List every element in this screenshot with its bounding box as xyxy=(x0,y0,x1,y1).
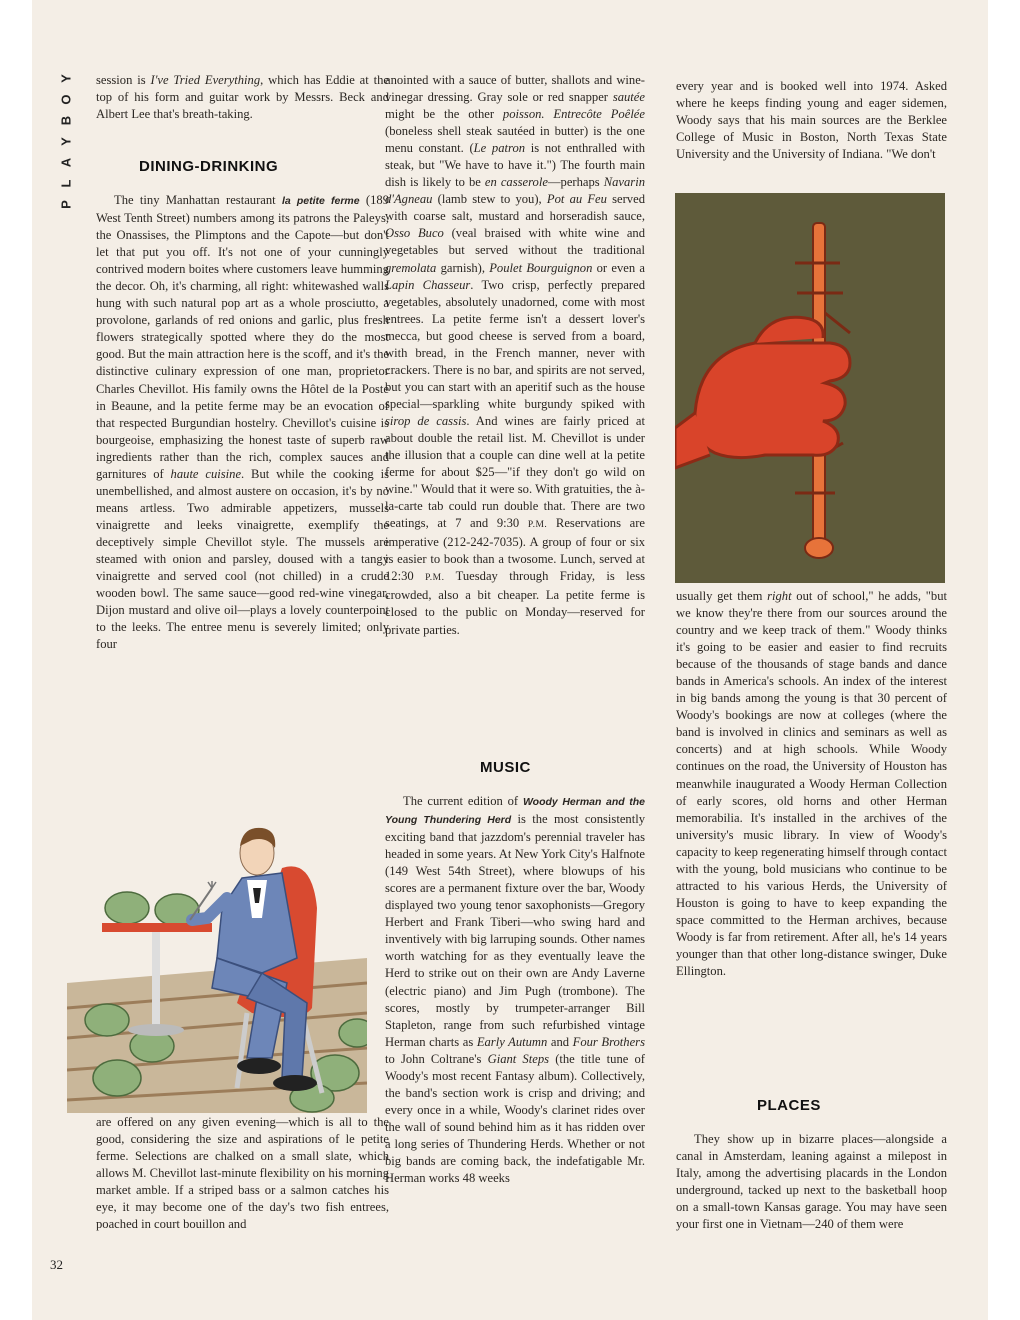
mag-letter: A xyxy=(58,157,74,168)
heading-places: PLACES xyxy=(757,1097,821,1114)
mag-letter: O xyxy=(58,94,74,105)
mag-letter: P xyxy=(58,200,74,209)
dining-article-body: The tiny Manhattan restaurant la petite ferme (189 West Tenth Street) numbers among its patrons the Paleys, the Onassises, the Plimptons and the Capote—but don't let that put you off. It's not one of your cunningly contrived modern boites where customers leave humming the decor. Oh, it's charming, all right: whitewashed walls hung with such natural pop art as a whole prosciutto, a provolone, garlands of red onions and garlic, plus fresh flowers strategically spotted where they do the most good. But the main attraction here is the scoff, and it's the distinctive culinary expression of one man, proprietor Charles Chevillot. His family owns the Hôtel de la Poste in Beaune, and la petite ferme may be an evocation of that respected Burgundian hostelry. Chevillot's cuisine is bourgeoise, emphasizing the honest taste of superb raw ingredients rather than the rich, complex sauces and garnitures of haute cuisine. But while the cooking is unembellished, and almost austere on occasion, it's by no means artless. Two admirable appetizers, mussels vinaigrette and leeks vinaigrette, exemplify the deceptively simple Chevillot style. The mussels are steamed with onion and parsley, doused with a tangy vinaigrette and served cool (not chilled) in a crude wooden bowl. The same sauce—good red-wine vinegar, Dijon mustard and olive oil—plays a lovely counterpoint to the leeks. The entree menu is severely limited; only four xyxy=(96,193,389,652)
mag-letter: Y xyxy=(58,137,74,146)
heading-dining-drinking: DINING-DRINKING xyxy=(139,158,279,175)
restaurant-name: la petite ferme xyxy=(282,195,360,207)
band-name: Woody Herman and the Young Thundering Herd xyxy=(385,796,645,827)
music-article-body: The current edition of Woody Herman and the Young Thundering Herd is the most consistently exciting band that jazzdom's perennial traveler has headed in some years. At New York City's Halfnote (149 West 54th Street), where blowups of his scores are a permanent fixture over the bar, Woody displayed two young tenor saxophonists—Gregory Herbert and Frank Tiberi—who swing hard and inventively with big larruping sounds. Other names worth watching for as they eventually leave the Herd to strike out on their own are Andy Laverne (electric piano) and Jim Pugh (trombone). The scores, mostly by trumpeter-arranger Bill Stapleton, range from such refurbished vintage Herman charts as Early Autumn and Four Brothers to John Coltrane's Giant Steps (the title tune of Woody's most recent Fantasy album). Collectively, the band's section work is crisp and driving; and every once in a while, Woody's clarinet rides over the wall of sound behind him as it has ridden over a long series of Thundering Herds. Whether or not big bands are coming back, the indefatigable Mr. Herman works 48 weeks xyxy=(385,794,646,1186)
magazine-name-vertical xyxy=(54,72,78,219)
diner-illustration xyxy=(67,808,367,1113)
music-article-col3-continued: usually get them right out of school," he adds, "but we know they're there from our sources around the country and we keep track of them." Woody thinks it's going to be easier and easier to find recruits because of the thousands of stage bands and dance bands in America's schools. An index of the interest in big bands among the young is that 30 percent of Woody's bookings are now at colleges (where the band is involved in clinics and seminars as well as concerts) and at high schools. While Woody continues on the road, the University of Houston has meanwhile inaugurated a Woody Herman Collection of early scores, old horns and other Herman memorabilia. It's installed in the archives of the university's music library. In view of Woody's capacity to keep regenerating himself through contact with the young, bold musicians who continue to be attracted to his various Herds, the University of Houston is going to have to keep expanding the space committed to the Herman archives, because Woody is far from retirement. After all, he's 14 years younger than that other long-distance swinger, Duke Ellington. xyxy=(676,589,947,979)
mag-letter: L xyxy=(58,179,74,188)
dining-article-continued: are offered on any given evening—which is all to the good, considering the size and aspirations of le petite ferme. Selections are chalked on a small slate, which allows M. Chevillot last-minute flexibility on his morning market amble. If a striped bass or a salmon catches his eye, it may become one of the day's two fish entrees, poached in court bouillon and xyxy=(96,1115,389,1232)
heading-music: MUSIC xyxy=(480,759,531,776)
mag-letter: B xyxy=(58,115,74,126)
hand-clarinet-illustration xyxy=(675,193,945,583)
magazine-page xyxy=(32,0,988,1320)
mag-letter: Y xyxy=(58,74,74,83)
column-1-top: session is I've Tried Everything, which has Eddie at the top of his form and guitar work by Messrs. Beck and Albert Lee that's breath-taking. xyxy=(96,73,389,122)
music-article-col3-top: every year and is booked well into 1974. Asked where he keeps finding young and eager sidemen, Woody says that his main sources are the Berklee College of Music in Boston, North Texas State University and the University of Indiana. "We don't xyxy=(676,79,947,162)
dining-article-col2: anointed with a sauce of butter, shallots and wine-vinegar dressing. Gray sole or red snapper sautée might be the other poisson. Entrecôte Poêlée (boneless shell steak sautéed in butter) is the one menu constant. (Le patron is not enthralled with steak, but "We have to have it.") The fourth main dish is likely to be en casserole—perhaps Navarin d'Agneau (lamb stew to you), Pot au Feu served with coarse salt, mustard and horseradish sauce, Osso Buco (veal braised with white wine and vegetables but served without the traditional gremolata garnish), Poulet Bourguignon or even a Lapin Chasseur. Two crisp, perfectly prepared vegetables, absolutely unadorned, come with most entrees. La petite ferme isn't a dessert lover's mecca, but good cheese is served from a board, with bread, in the French manner, never with crackers. There is no bar, and spirits are not served, but you can start with an aperitif such as the house special—sparkling white burgundy spiked with sirop de cassis. And wines are fairly priced at about double the retail list. M. Chevillot is under the illusion that a couple can dine well at la petite ferme for about $25—"if they don't go wild on wine." Would that it were so. With gratuities, the à-la-carte tab could run double that. There are two seatings, at 7 and 9:30 P.M. Reservations are imperative (212-242-7035). A group of four or six is easier to book than a twosome. Lunch, served at 12:30 P.M. Tuesday through Friday, is less crowded, also a bit cheaper. La petite ferme is closed to the public on Monday—reserved for private parties. xyxy=(385,73,646,637)
places-article-body: They show up in bizarre places—alongside a canal in Amsterdam, leaning against a milepost in Italy, among the advertising placards in the London underground, tacked up next to the basketball hoop on a small-town Kansas garage. You may have seen your first one in Vietnam—240 of them were xyxy=(676,1132,947,1232)
page-number: 32 xyxy=(50,1257,63,1272)
